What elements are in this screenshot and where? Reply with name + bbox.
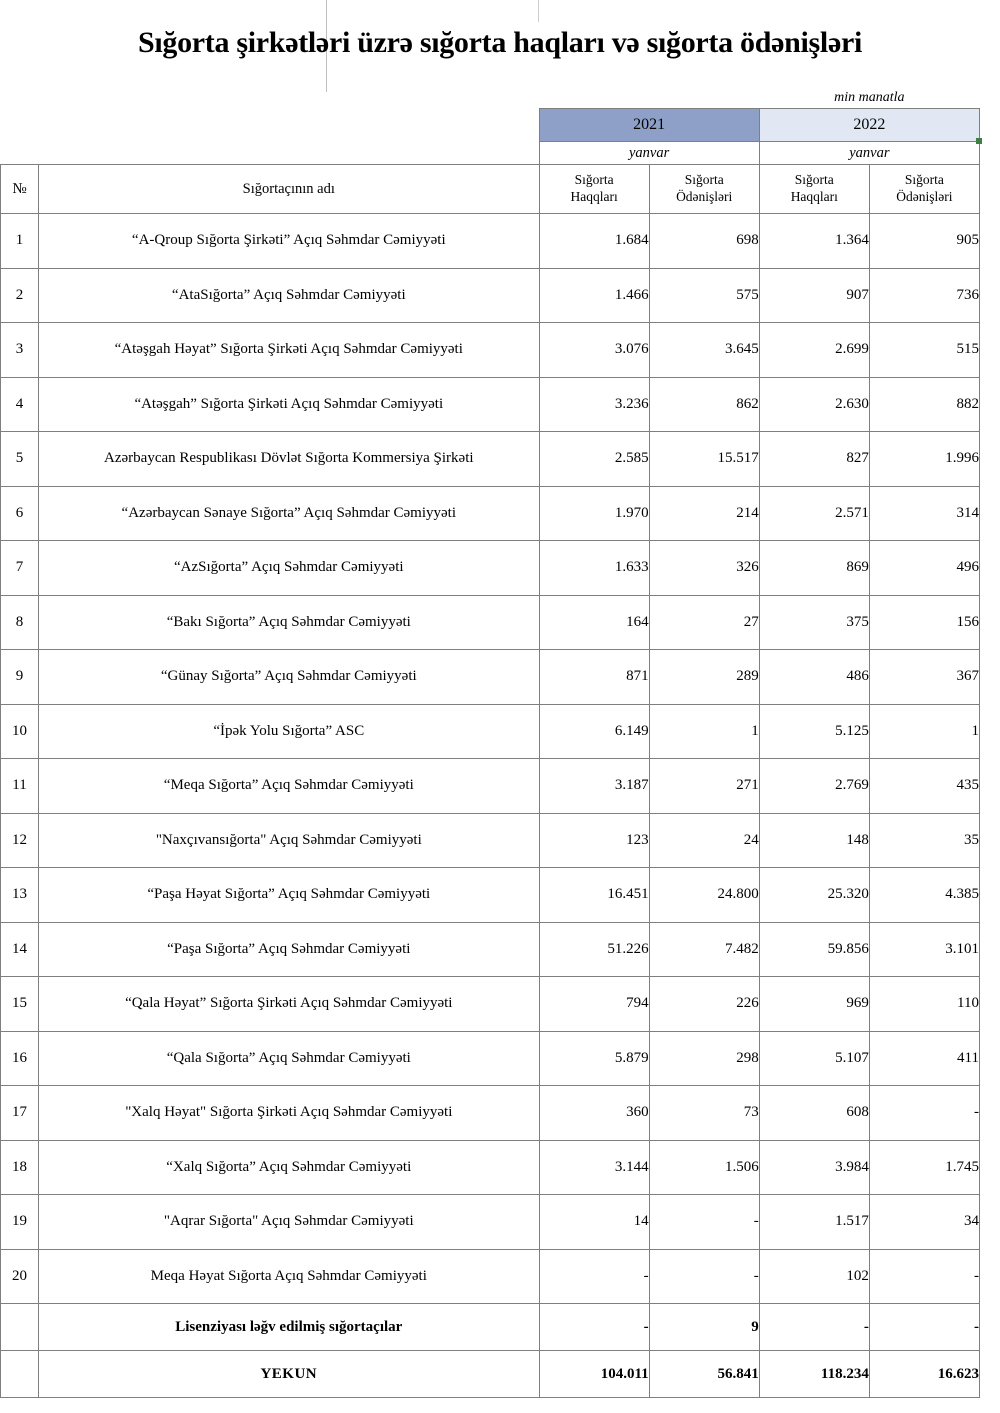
row-premium-2022: 486: [759, 650, 869, 705]
row-insurer-name: “Atəşgah Həyat” Sığorta Şirkəti Açıq Səhmdar Cəmiyyəti: [39, 323, 540, 378]
row-number: 6: [1, 486, 39, 541]
row-payment-2021: 271: [649, 759, 759, 814]
header-premium-2022-line2: Haqqları: [790, 189, 838, 204]
row-premium-2021: 871: [539, 650, 649, 705]
header-premium-2022: [759, 165, 869, 214]
table-row: [1, 377, 980, 432]
table-row: [1, 268, 980, 323]
row-payment-2022: 1.745: [869, 1140, 979, 1195]
row-number: 14: [1, 922, 39, 977]
row-payment-2022: 496: [869, 541, 979, 596]
row-premium-2022: 608: [759, 1086, 869, 1141]
page-title: Sığorta şirkətləri üzrə sığorta haqları və sığorta ödənişləri: [137, 26, 863, 59]
blank-cell: [39, 142, 540, 165]
row-premium-2022: 969: [759, 977, 869, 1032]
revoked-payment-2022: -: [869, 1304, 979, 1351]
insurance-data-table: [0, 88, 980, 1398]
row-payment-2022: 905: [869, 214, 979, 269]
row-insurer-name: "Xalq Həyat" Sığorta Şirkəti Açıq Səhmdar Cəmiyyəti: [39, 1086, 540, 1141]
row-premium-2022: 827: [759, 432, 869, 487]
row-payment-2021: 298: [649, 1031, 759, 1086]
row-premium-2021: 794: [539, 977, 649, 1032]
row-insurer-name: “Paşa Həyat Sığorta” Açıq Səhmdar Cəmiyyəti: [39, 868, 540, 923]
table-row: [1, 868, 980, 923]
total-premium-2021: 104.011: [539, 1351, 649, 1398]
row-premium-2022: 102: [759, 1249, 869, 1304]
row-payment-2022: 314: [869, 486, 979, 541]
row-premium-2022: 59.856: [759, 922, 869, 977]
table-row: [1, 214, 980, 269]
row-number: 4: [1, 377, 39, 432]
table-row: [1, 1195, 980, 1250]
header-premium-2021-line1: Sığorta: [574, 172, 614, 188]
row-payment-2021: 24: [649, 813, 759, 868]
row-payment-2021: 326: [649, 541, 759, 596]
row-payment-2021: 226: [649, 977, 759, 1032]
row-insurer-name: “Günay Sığorta” Açıq Səhmdar Cəmiyyəti: [39, 650, 540, 705]
table-row: [1, 323, 980, 378]
table-row: [1, 432, 980, 487]
row-payment-2022: 35: [869, 813, 979, 868]
row-premium-2021: 5.879: [539, 1031, 649, 1086]
row-payment-2021: 73: [649, 1086, 759, 1141]
row-number: 18: [1, 1140, 39, 1195]
row-premium-2022: 1.364: [759, 214, 869, 269]
total-row-number: [1, 1351, 39, 1398]
row-insurer-name: “Atəşgah” Sığorta Şirkəti Açıq Səhmdar Cəmiyyəti: [39, 377, 540, 432]
revoked-premium-2021: -: [539, 1304, 649, 1351]
row-premium-2021: -: [539, 1249, 649, 1304]
header-year-2022: 2022: [759, 109, 979, 142]
header-payment-2022-line2: Ödənişləri: [896, 189, 953, 204]
revoked-premium-2022: -: [759, 1304, 869, 1351]
vertical-guide-line-2: [538, 0, 539, 22]
blank-cell: [1, 88, 39, 109]
blank-cell: [39, 88, 540, 109]
row-payment-2022: 435: [869, 759, 979, 814]
header-payment-2021-line2: Ödənişləri: [676, 189, 733, 204]
row-number: 10: [1, 704, 39, 759]
row-number: 3: [1, 323, 39, 378]
row-premium-2021: 1.970: [539, 486, 649, 541]
total-row-label: YEKUN: [39, 1351, 540, 1398]
row-payment-2022: 110: [869, 977, 979, 1032]
row-premium-2021: 1.466: [539, 268, 649, 323]
row-premium-2021: 123: [539, 813, 649, 868]
row-payment-2022: 156: [869, 595, 979, 650]
row-payment-2021: 862: [649, 377, 759, 432]
row-number: 8: [1, 595, 39, 650]
row-number: 7: [1, 541, 39, 596]
revoked-licences-row: [1, 1304, 980, 1351]
row-insurer-name: Azərbaycan Respublikası Dövlət Sığorta Kommersiya Şirkəti: [39, 432, 540, 487]
row-payment-2022: 515: [869, 323, 979, 378]
row-premium-2021: 2.585: [539, 432, 649, 487]
table-row: [1, 813, 980, 868]
row-payment-2022: 882: [869, 377, 979, 432]
row-number: 20: [1, 1249, 39, 1304]
row-payment-2022: 736: [869, 268, 979, 323]
table-row: [1, 704, 980, 759]
row-payment-2022: 4.385: [869, 868, 979, 923]
row-payment-2021: 1.506: [649, 1140, 759, 1195]
header-payment-2022-line1: Sığorta: [904, 172, 944, 188]
blank-cell: [539, 88, 649, 109]
header-month-2021: yanvar: [539, 142, 759, 165]
row-premium-2022: 2.571: [759, 486, 869, 541]
row-insurer-name: “Meqa Sığorta” Açıq Səhmdar Cəmiyyəti: [39, 759, 540, 814]
row-number: 1: [1, 214, 39, 269]
header-premium-2021-line2: Haqqları: [570, 189, 618, 204]
table-row: [1, 1031, 980, 1086]
row-premium-2021: 3.144: [539, 1140, 649, 1195]
row-payment-2022: 34: [869, 1195, 979, 1250]
blank-cell: [1, 109, 39, 142]
revoked-row-label: Lisenziyası ləğv edilmiş sığortaçılar: [39, 1304, 540, 1351]
blank-cell: [1, 142, 39, 165]
row-premium-2021: 1.633: [539, 541, 649, 596]
header-premium-2021: [539, 165, 649, 214]
table-row: [1, 595, 980, 650]
total-row: [1, 1351, 980, 1398]
unit-note: min manatla: [834, 90, 905, 105]
metric-header-row: [1, 165, 980, 214]
revoked-payment-2021: 9: [649, 1304, 759, 1351]
row-insurer-name: “Qala Həyat” Sığorta Şirkəti Açıq Səhmdar Cəmiyyəti: [39, 977, 540, 1032]
row-premium-2022: 2.630: [759, 377, 869, 432]
row-payment-2022: 1.996: [869, 432, 979, 487]
table-row: [1, 977, 980, 1032]
row-payment-2022: 367: [869, 650, 979, 705]
row-number: 11: [1, 759, 39, 814]
row-payment-2021: 27: [649, 595, 759, 650]
table-row: [1, 1086, 980, 1141]
table-row: [1, 650, 980, 705]
row-payment-2022: 411: [869, 1031, 979, 1086]
row-premium-2021: 16.451: [539, 868, 649, 923]
row-payment-2021: 3.645: [649, 323, 759, 378]
year-header-row: [1, 109, 980, 142]
row-premium-2022: 25.320: [759, 868, 869, 923]
table-row: [1, 759, 980, 814]
row-premium-2021: 3.236: [539, 377, 649, 432]
table-row: [1, 486, 980, 541]
row-payment-2021: -: [649, 1249, 759, 1304]
header-month-2022: yanvar: [759, 142, 979, 165]
header-payment-2021-line1: Sığorta: [684, 172, 724, 188]
row-number: 19: [1, 1195, 39, 1250]
header-insurer-name: Sığortaçının adı: [39, 165, 540, 214]
row-premium-2021: 51.226: [539, 922, 649, 977]
row-payment-2021: 15.517: [649, 432, 759, 487]
row-payment-2021: 7.482: [649, 922, 759, 977]
row-insurer-name: “Bakı Sığorta” Açıq Səhmdar Cəmiyyəti: [39, 595, 540, 650]
table-row: [1, 922, 980, 977]
row-number: 9: [1, 650, 39, 705]
row-payment-2021: 214: [649, 486, 759, 541]
row-premium-2022: 907: [759, 268, 869, 323]
row-premium-2021: 360: [539, 1086, 649, 1141]
row-payment-2022: -: [869, 1086, 979, 1141]
row-insurer-name: “Qala Sığorta” Açıq Səhmdar Cəmiyyəti: [39, 1031, 540, 1086]
row-payment-2022: 3.101: [869, 922, 979, 977]
table-row: [1, 541, 980, 596]
row-premium-2022: 1.517: [759, 1195, 869, 1250]
row-insurer-name: “A-Qroup Sığorta Şirkəti” Açıq Səhmdar Cəmiyyəti: [39, 214, 540, 269]
row-number: 13: [1, 868, 39, 923]
row-premium-2022: 3.984: [759, 1140, 869, 1195]
row-premium-2021: 1.684: [539, 214, 649, 269]
row-premium-2022: 2.699: [759, 323, 869, 378]
row-insurer-name: “Azərbaycan Sənaye Sığorta” Açıq Səhmdar Cəmiyyəti: [39, 486, 540, 541]
row-insurer-name: “İpək Yolu Sığorta” ASC: [39, 704, 540, 759]
unit-note-row: [1, 88, 980, 109]
blank-cell: [649, 88, 759, 109]
row-premium-2022: 375: [759, 595, 869, 650]
header-premium-2022-line1: Sığorta: [794, 172, 834, 188]
row-payment-2021: 1: [649, 704, 759, 759]
total-payment-2021: 56.841: [649, 1351, 759, 1398]
header-payment-2021: [649, 165, 759, 214]
row-payment-2022: -: [869, 1249, 979, 1304]
row-premium-2021: 14: [539, 1195, 649, 1250]
row-premium-2021: 6.149: [539, 704, 649, 759]
row-insurer-name: "Naxçıvansığorta" Açıq Səhmdar Cəmiyyəti: [39, 813, 540, 868]
row-premium-2022: 148: [759, 813, 869, 868]
row-premium-2021: 3.076: [539, 323, 649, 378]
row-number: 17: [1, 1086, 39, 1141]
row-insurer-name: “Paşa Sığorta” Açıq Səhmdar Cəmiyyəti: [39, 922, 540, 977]
header-number: №: [1, 165, 39, 214]
row-number: 2: [1, 268, 39, 323]
total-payment-2022: 16.623: [869, 1351, 979, 1398]
row-number: 12: [1, 813, 39, 868]
blank-cell: [39, 109, 540, 142]
row-insurer-name: “AtaSığorta” Açıq Səhmdar Cəmiyyəti: [39, 268, 540, 323]
row-payment-2021: 698: [649, 214, 759, 269]
row-insurer-name: "Aqrar Sığorta" Açıq Səhmdar Cəmiyyəti: [39, 1195, 540, 1250]
row-insurer-name: Meqa Həyat Sığorta Açıq Səhmdar Cəmiyyəti: [39, 1249, 540, 1304]
row-payment-2021: -: [649, 1195, 759, 1250]
row-number: 15: [1, 977, 39, 1032]
row-payment-2021: 289: [649, 650, 759, 705]
row-premium-2021: 164: [539, 595, 649, 650]
header-payment-2022: [869, 165, 979, 214]
row-premium-2022: 2.769: [759, 759, 869, 814]
row-number: 5: [1, 432, 39, 487]
total-premium-2022: 118.234: [759, 1351, 869, 1398]
row-payment-2022: 1: [869, 704, 979, 759]
table-row: [1, 1140, 980, 1195]
header-year-2021: 2021: [539, 109, 759, 142]
row-payment-2021: 575: [649, 268, 759, 323]
row-number: 16: [1, 1031, 39, 1086]
table-row: [1, 1249, 980, 1304]
row-payment-2021: 24.800: [649, 868, 759, 923]
row-insurer-name: “Xalq Sığorta” Açıq Səhmdar Cəmiyyəti: [39, 1140, 540, 1195]
month-header-row: [1, 142, 980, 165]
row-premium-2022: 5.125: [759, 704, 869, 759]
row-premium-2022: 869: [759, 541, 869, 596]
row-premium-2022: 5.107: [759, 1031, 869, 1086]
row-insurer-name: “AzSığorta” Açıq Səhmdar Cəmiyyəti: [39, 541, 540, 596]
row-premium-2021: 3.187: [539, 759, 649, 814]
revoked-row-number: [1, 1304, 39, 1351]
